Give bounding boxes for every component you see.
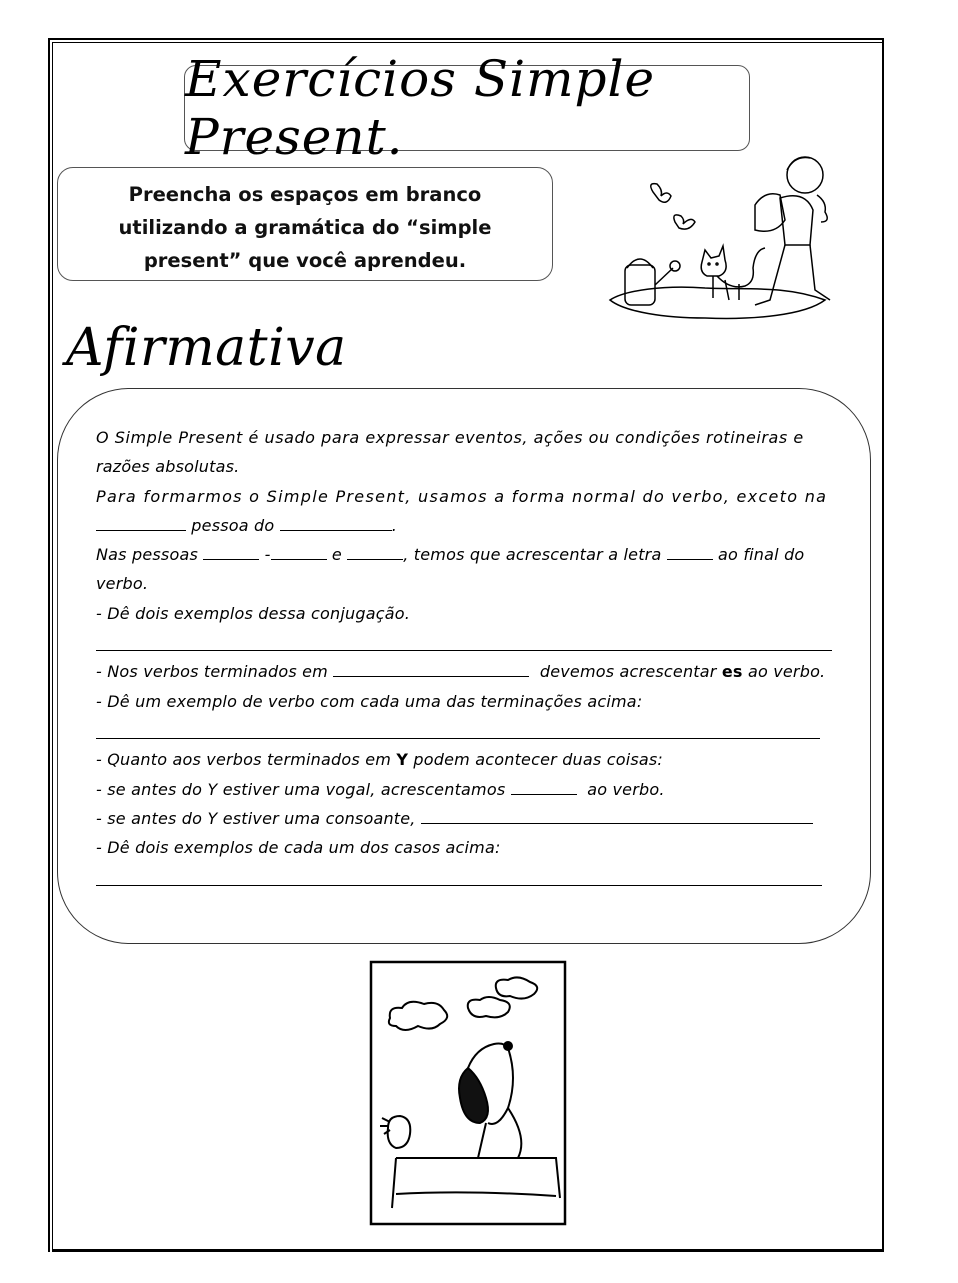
text-fragment: ao verbo. — [587, 779, 665, 799]
text-line: O Simple Present é usado para expressar eventos, ações ou condições rotineiras e — [96, 428, 804, 447]
text-line: razões absolutas. — [96, 457, 240, 477]
instructions-box — [57, 167, 553, 281]
snoopy-icon — [459, 1042, 521, 1158]
border-line — [48, 38, 50, 1252]
section-heading: Afirmativa — [66, 318, 347, 378]
border-line — [52, 42, 53, 1250]
border-line — [52, 1249, 884, 1252]
cloud-icon — [389, 1002, 447, 1030]
butterfly-icon — [651, 184, 671, 203]
text-fragment: e — [331, 545, 342, 565]
fill-in-blank[interactable] — [511, 780, 577, 795]
text-line: - Dê um exemplo de verbo com cada uma das terminações acima: — [96, 691, 643, 711]
exercise-content — [96, 423, 834, 892]
doghouse-icon — [392, 1158, 560, 1208]
text-fragment: - Quanto aos verbos terminados em — [96, 750, 392, 770]
text-fragment: devemos acrescentar — [539, 662, 717, 682]
text-fragment: - se antes do Y estiver uma consoante, — [96, 808, 416, 828]
fill-in-blank[interactable] — [203, 545, 259, 560]
text-line — [96, 511, 834, 540]
garden-illustration — [605, 150, 835, 325]
fill-in-blank[interactable] — [347, 545, 403, 560]
ground-icon — [610, 287, 825, 318]
text-fragment: ao verbo. — [747, 662, 826, 682]
text-line: - Dê dois exemplos de cada um dos casos acima: — [96, 838, 501, 858]
text-fragment: - Nos verbos terminados em — [96, 662, 328, 682]
text-line: Para formarmos o Simple Present, usamos a forma normal do verbo, exceto na — [96, 486, 828, 506]
girl-icon — [755, 157, 830, 305]
text-line: - Dê dois exemplos dessa conjugação. — [96, 603, 410, 623]
text-line — [96, 775, 834, 804]
fill-in-blank[interactable] — [280, 516, 392, 531]
text-line — [96, 804, 834, 833]
text-line: verbo. — [96, 574, 149, 594]
text-fragment: . — [391, 515, 397, 535]
snoopy-illustration — [368, 958, 568, 1228]
fill-in-blank[interactable] — [333, 662, 529, 677]
text-fragment-bold: Y — [396, 750, 409, 770]
fill-in-blank[interactable] — [421, 809, 813, 824]
border-line — [882, 38, 884, 1252]
answer-line[interactable] — [96, 628, 834, 657]
text-fragment: podem acontecer duas coisas: — [413, 750, 664, 770]
instructions-text: Preencha os espaços em branco utilizando a gramática do “simple present” que você aprendeu. — [118, 183, 492, 272]
fill-in-blank[interactable] — [667, 545, 713, 560]
text-line — [96, 540, 834, 569]
cloud-icon — [496, 977, 537, 998]
answer-line[interactable] — [96, 716, 834, 745]
fill-in-blank[interactable] — [271, 545, 327, 560]
text-fragment: - — [264, 545, 271, 565]
butterfly-icon — [674, 215, 695, 229]
cloud-icon — [468, 997, 510, 1017]
text-fragment: Nas pessoas — [96, 545, 198, 565]
text-line — [96, 657, 834, 686]
title-box — [184, 50, 750, 166]
page-title: Exercícios Simple Present. — [185, 50, 656, 166]
text-fragment: , temos que acrescentar a letra — [403, 545, 662, 565]
woodstock-icon — [380, 1116, 410, 1148]
watering-can-icon — [625, 259, 680, 305]
cat-icon — [701, 246, 765, 300]
border-line — [48, 38, 884, 40]
border-line — [52, 42, 884, 43]
text-fragment: ao final do — [718, 545, 805, 565]
text-fragment-bold: es — [721, 662, 743, 682]
text-line — [96, 745, 834, 774]
text-fragment: - se antes do Y estiver uma vogal, acrescentamos — [96, 779, 506, 799]
fill-in-blank[interactable] — [96, 516, 186, 531]
text-fragment: pessoa do — [191, 515, 275, 535]
answer-line[interactable] — [96, 862, 834, 891]
